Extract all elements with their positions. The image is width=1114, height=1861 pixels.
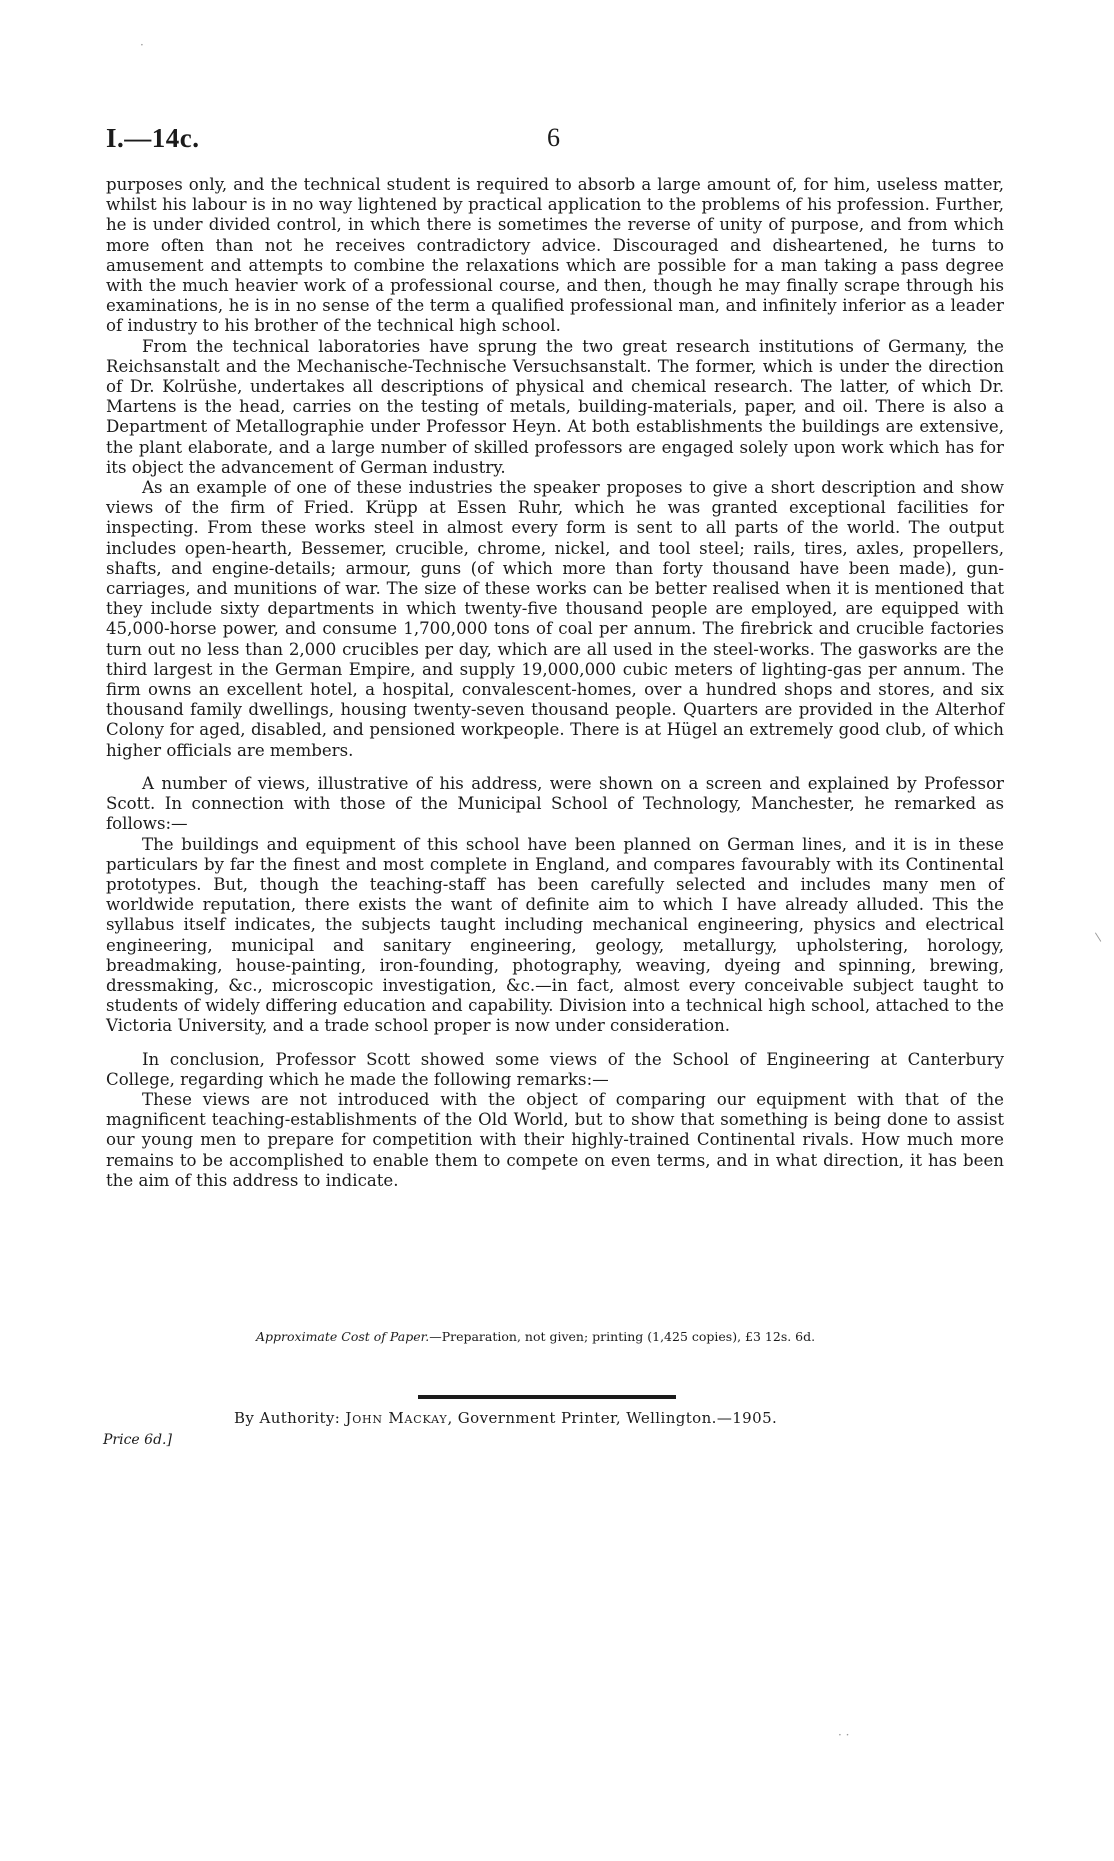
paragraph-manchester-school: The buildings and equipment of this school have been planned on German lines, and it is in these particulars by far the finest and most complete in England, and compares favourably with its Continental prototypes. But, though the teaching-staff has been carefully selected and includes many men of worldwide reputation, there exists the want of definite aim to which I have already alluded. This the syllabus itself indicates, the subjects taught including mechanical engineering, physics and electrical engineering, municipal and sanitary engineering, geology, metallurgy, upholstering, horology, breadmaking, house-painting, iron-founding, photography, weaving, dyeing and spinning, brewing, dressmaking, &c., microscopic investigation, &c.—in fact, almost every conceivable subject taught to students of widely differing education and capability. Division into a technical high school, attached to the Victoria University, and a trade school proper is now under consideration. [106,834,1004,1036]
paragraph-research-institutions: From the technical laboratories have sprung the two great research institutions of Germany, the Reichsanstalt and the Mechanische-Technische Versuchsanstalt. The former, which is under the direction of Dr. Kolrüshe, undertakes all descriptions of physical and chemical research. The latter, of which Dr. Martens is the head, carries on the testing of metals, building-materials, paper, and oil. There is also a Department of Metallographie under Professor Heyn. At both establishments the buildings are extensive, the plant elaborate, and a large number of skilled professors are engaged solely upon work which has for its object the advancement of German industry. [106,336,1004,477]
document-reference: I.—14c. [106,123,200,153]
paragraph-conclusion: These views are not introduced with the object of comparing our equipment with that of the magnificent teaching-establishments of the Old World, but to show that something is being done to assist our young men to prepare for competition with their highly-trained Continental rivals. How much more remains to be accomplished to enable them to compete on even terms, and in what direction, it has been the aim of this address to indicate. [106,1089,1004,1190]
divider-rule [418,1395,676,1399]
printer-name: John Mackay [345,1409,448,1427]
cost-note [256,1329,1016,1344]
imprint-prefix: By Authority: [234,1409,341,1427]
cost-details: —Preparation, not given; printing (1,425 copies), £3 12s. 6d. [429,1329,816,1344]
cost-label: Approximate Cost of Paper. [256,1329,430,1344]
scan-speck: · [140,38,144,52]
scan-speck: · · [838,1728,850,1742]
paragraph-views-intro: A number of views, illustrative of his address, were shown on a screen and explained by Professor Scott. In connection with those of the Municipal School of Technology, Manchester, he remarked as follows:— [106,773,1004,834]
page-number: 6 [547,123,560,152]
paragraph-conclusion-intro: In conclusion, Professor Scott showed some views of the School of Engineering at Canterbury College, regarding which he made the following remarks:— [106,1049,1004,1089]
printer-imprint [234,1409,994,1427]
paragraph-continuation: purposes only, and the technical student is required to absorb a large amount of, for him, useless matter, whilst his labour is in no way lightened by practical application to the problems of his profession. Further, he is under divided control, in which there is sometimes the reverse of unity of purpose, and from which more often than not he receives contradictory advice. Discouraged and disheartened, he turns to amusement and attempts to combine the relaxations which are possible for a man taking a pass degree with the much heavier work of a professional course, and then, though he may finally scrape through his examinations, he is in no sense of the term a qualified professional man, and infinitely inferior as a leader of industry to his brother of the technical high school. [106,175,1004,336]
price-note: Price 6d.] [103,1432,172,1448]
paragraph-krupp-works: As an example of one of these industries the speaker proposes to give a short description and show views of the firm of Fried. Krüpp at Essen Ruhr, which he was granted exceptional facilities for inspecting. From these works steel in almost every form is sent to all parts of the world. The output includes open-hearth, Bessemer, crucible, chrome, nickel, and tool steel; rails, tires, axles, propellers, shafts, and engine-details; armour, guns (of which more than forty thousand have been made), gun-carriages, and munitions of war. The size of these works can be better realised when it is mentioned that they include sixty departments in which twenty-five thousand people are employed, are equipped with 45,000-horse power, and consume 1,700,000 tons of coal per annum. The firebrick and crucible factories turn out no less than 2,000 crucibles per day, which are all used in the steel-works. The gasworks are the third largest in the German Empire, and supply 19,000,000 cubic meters of lighting-gas per annum. The firm owns an excellent hotel, a hospital, convalescent-homes, over a hundred shops and stores, and six thousand family dwellings, housing twenty-seven thousand people. Quarters are provided in the Alterhof Colony for aged, disabled, and pensioned workpeople. There is at Hügel an extremely good club, of which higher officials are members. [106,478,1004,760]
body-text [106,175,1004,1191]
scan-mark: / [1091,930,1105,944]
imprint-suffix: , Government Printer, Wellington.—1905. [447,1409,778,1427]
